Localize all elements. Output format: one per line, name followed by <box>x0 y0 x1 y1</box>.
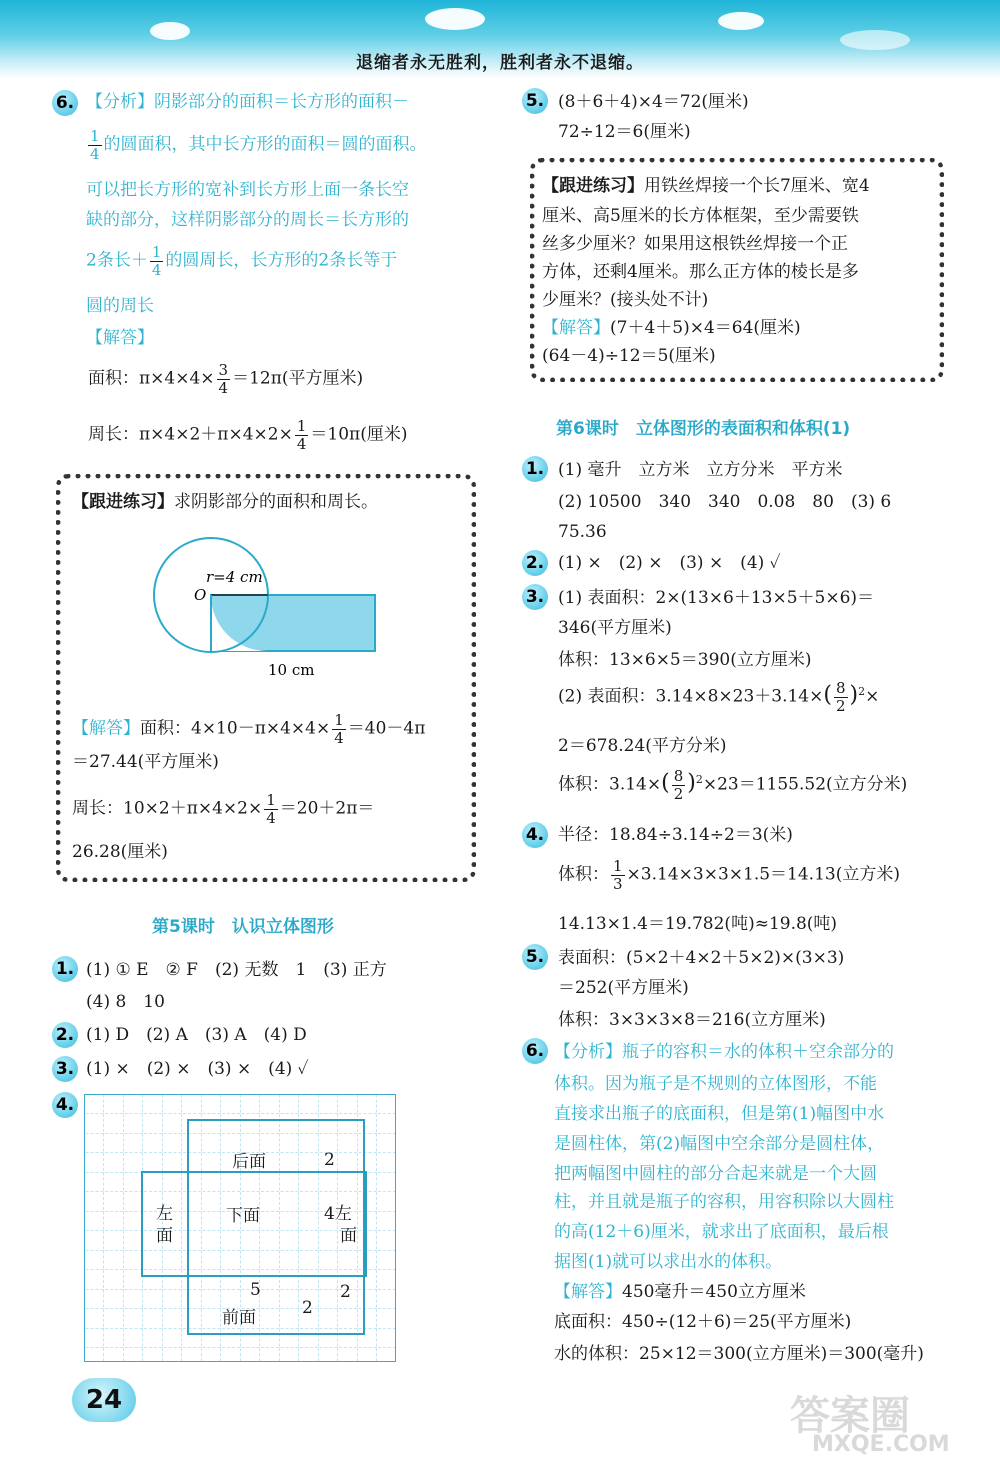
left-face-label: 左 <box>156 1204 173 1224</box>
practice-question: 丝多少厘米？如果用这根铁丝焊接一个正 <box>542 234 848 254</box>
practice-tag: 【跟进练习】 <box>542 176 644 196</box>
analysis-line: 的高(12＋6)厘米，就求出了底面积，最后根 <box>554 1222 889 1242</box>
practice-perimeter-answer: 周长：10×2＋π×4×2× $\frac{1}{4}$ ＝20＋2π＝ <box>72 791 375 827</box>
practice-answer: (64－4)÷12＝5(厘米) <box>542 346 716 366</box>
cube-net-grid <box>84 1094 396 1362</box>
analysis-line: 可以把长方形的宽补到长方形上面一条长空 <box>86 180 409 200</box>
analysis-line: 缺的部分，这样阴影部分的周长＝长方形的 <box>86 210 409 230</box>
answer-line: (4) 8 10 <box>86 992 165 1012</box>
fraction: $\frac{8}{2}$ <box>673 767 684 803</box>
answer-line: 75.36 <box>558 522 607 542</box>
practice-perimeter-result: 26.28(厘米) <box>72 842 168 862</box>
circle-rectangle-figure <box>140 520 400 690</box>
fraction: $\frac{3}{4}$ <box>218 361 229 397</box>
answer-line: (1) D (2) A (3) A (4) D <box>86 1025 307 1045</box>
question-number: 3. <box>522 584 548 610</box>
analysis-tag: 【分析】 <box>554 1042 622 1062</box>
fraction: $\frac{1}{4}$ <box>90 127 100 163</box>
analysis-line: 直接求出瓶子的底面积，但是第(1)幅图中水 <box>554 1104 885 1124</box>
practice-question: 厘米、高5厘米的长方体框架，至少需要铁 <box>542 206 859 226</box>
question-number: 3. <box>52 1056 78 1082</box>
cloud-icon <box>840 30 910 50</box>
left-face-label: 面 <box>156 1226 173 1246</box>
practice-area-result: ＝27.44(平方厘米) <box>72 752 219 772</box>
practice-question: 方体，还剩4厘米。那么正方体的棱长是多 <box>542 262 859 282</box>
lesson5-title: 第5课时 认识立体图形 <box>152 917 334 937</box>
answer-line: 2＝678.24(平方分米) <box>558 736 727 756</box>
watermark-url: MXQE.COM <box>812 1432 950 1457</box>
fraction: $\frac{1}{4}$ <box>151 243 162 279</box>
question-number: 5. <box>522 88 548 114</box>
page-number: 24 <box>72 1378 136 1422</box>
analysis-tag: 【分析】 <box>86 92 154 112</box>
analysis-line: 圆的周长 <box>86 296 154 316</box>
right-face-label: 4左 <box>324 1204 352 1224</box>
answer-line: 346(平方厘米) <box>558 618 672 638</box>
answer-line: (8＋6＋4)×4＝72(厘米) <box>558 92 749 112</box>
watermark-logo: 答案圈 <box>790 1393 910 1439</box>
bottom-face-label: 下面 <box>226 1206 260 1226</box>
center-label: O <box>194 586 207 604</box>
dimension-label: 2 <box>340 1282 351 1302</box>
analysis-line: 【分析】瓶子的容积＝水的体积＋空余部分的 <box>554 1042 894 1062</box>
answer-line: 表面积：(5×2＋4×2＋5×2)×(3×3) <box>558 948 845 968</box>
dimension-label: 2 <box>302 1298 313 1318</box>
area-answer: 面积：π×4×4× $\frac{3}{4}$ ＝12π(平方厘米) <box>88 361 364 397</box>
front-face-label: 前面 <box>222 1308 256 1328</box>
answer-line: (2) 10500 340 340 0.08 80 (3) 6 <box>558 492 892 512</box>
lesson6-title: 第6课时 立体图形的表面积和体积(1) <box>556 419 851 439</box>
answer-line: 半径：18.84÷3.14÷2＝3(米) <box>558 825 793 845</box>
question-number: 5. <box>522 944 548 970</box>
cloud-icon <box>425 8 485 30</box>
answer-line: (1) 毫升 立方米 立方分米 平方米 <box>558 460 843 480</box>
question-number: 2. <box>522 550 548 576</box>
answer-line: 底面积：450÷(12＋6)＝25(平方厘米) <box>554 1312 852 1332</box>
answer-line: 体积：3×3×3×8＝216(立方厘米) <box>558 1010 826 1030</box>
fraction: $\frac{1}{3}$ <box>613 857 623 893</box>
cloud-icon <box>150 22 190 40</box>
fraction: $\frac{1}{4}$ <box>266 791 276 827</box>
question-number: 1. <box>522 456 548 482</box>
practice-answer: 【解答】(7＋4＋5)×4＝64(厘米) <box>542 318 801 338</box>
answer-line: 14.13×1.4＝19.782(吨)≈19.8(吨) <box>558 914 838 934</box>
practice-question: 【跟进练习】求阴影部分的面积和周长。 <box>72 492 378 512</box>
answer-line: 体积：13×6×5＝390(立方厘米) <box>558 650 812 670</box>
fraction: $\frac{1}{4}$ <box>296 417 307 453</box>
answer-line: (2) 表面积：3.14×8×23＋3.14×( $\frac{8}{2}$ )$^2$× <box>558 679 880 715</box>
analysis-line: 把两幅图中圆柱的部分合起来就是一个大圆 <box>554 1164 877 1184</box>
question-number: 2. <box>52 1022 78 1048</box>
answer-line: 72÷12＝6(厘米) <box>558 122 691 142</box>
width-label: 10 cm <box>268 661 315 679</box>
answer-line: (1) × (2) × (3) × (4) ✓ <box>86 1059 309 1079</box>
analysis-line: 据图(1)就可以求出水的体积。 <box>554 1252 783 1272</box>
header-banner <box>0 0 1000 78</box>
answer-line: (1) 表面积：2×(13×6＋13×5＋5×6)＝ <box>558 588 875 608</box>
question-number: 4. <box>52 1092 78 1118</box>
analysis-line: 是圆柱体，第(2)幅图中空余部分是圆柱体， <box>554 1134 885 1154</box>
answer-line: 体积：3.14×( $\frac{8}{2}$ )$^2$×23＝1155.52(立方分米) <box>558 767 908 803</box>
question-number: 4. <box>522 822 548 848</box>
answer-line: 体积： $\frac{1}{3}$ ×3.14×3×3×1.5＝14.13(立方米) <box>558 857 900 893</box>
fraction: $\frac{1}{4}$ <box>334 711 344 747</box>
answer-tag: 【解答】 <box>554 1282 622 1302</box>
question-number: 1. <box>52 956 78 982</box>
practice-area-answer: 【解答】面积：4×10－π×4×4× $\frac{1}{4}$ ＝40－4π <box>72 711 426 747</box>
back-face-label: 后面 <box>232 1152 266 1172</box>
practice-question: 【跟进练习】用铁丝焊接一个长7厘米、宽4 <box>542 176 870 196</box>
perimeter-answer: 周长：π×4×2＋π×4×2× $\frac{1}{4}$ ＝10π(厘米) <box>88 417 408 453</box>
analysis-line: $\frac{1}{4}$ 的圆面积，其中长方形的面积＝圆的面积。 <box>90 127 427 163</box>
fraction: $\frac{8}{2}$ <box>835 679 846 715</box>
answer-line: 水的体积：25×12＝300(立方厘米)＝300(毫升) <box>554 1344 924 1364</box>
answer-line: (1) × (2) × (3) × (4) ✓ <box>558 553 781 573</box>
practice-tag: 【跟进练习】 <box>72 492 174 512</box>
analysis-line: 柱，并且就是瓶子的容积，用容积除以大圆柱 <box>554 1192 894 1212</box>
answer-line: (1) ① E ② F (2) 无数 1 (3) 正方 <box>86 960 387 980</box>
answer-line: 【解答】450毫升＝450立方厘米 <box>554 1282 806 1302</box>
dimension-label: 2 <box>324 1150 335 1170</box>
practice-question: 少厘米？(接头处不计) <box>542 290 709 310</box>
answer-tag: 【解答】 <box>86 328 154 348</box>
cloud-icon <box>718 12 764 30</box>
dimension-label: 5 <box>250 1280 261 1300</box>
analysis-line: 体积。因为瓶子是不规则的立体图形，不能 <box>554 1074 877 1094</box>
answer-line: ＝252(平方厘米) <box>558 978 689 998</box>
radius-label: r=4 cm <box>206 568 263 586</box>
right-face-label: 面 <box>340 1226 357 1246</box>
analysis-line: 2条长＋ $\frac{1}{4}$ 的圆周长，长方形的2条长等于 <box>86 243 398 279</box>
question-number: 6. <box>522 1038 548 1064</box>
question-number: 6. <box>52 90 78 116</box>
analysis-line: 【分析】阴影部分的面积＝长方形的面积－ <box>86 92 409 112</box>
header-slogan: 退缩者永无胜利，胜利者永不退缩。 <box>356 53 644 73</box>
